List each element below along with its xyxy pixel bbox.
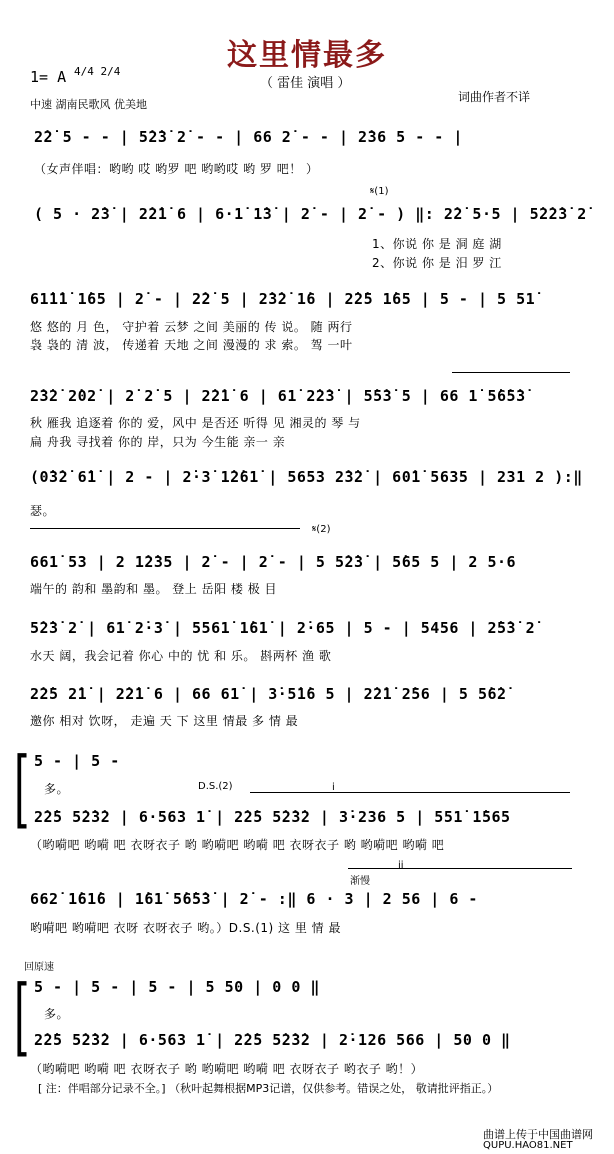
- score-row-6-lyrics: 端午的 韵和 墨韵和 墨。 登上 岳阳 楼 极 目: [30, 582, 278, 596]
- meter: 4/4 2/4: [74, 65, 121, 78]
- score-row-3-notes: 61̇1̇1̇ 1̇65 | 2̇ - | 2̇2̇ 5 | 2̇3̇2̇ 1̇6 | 2̇2̇5 1̇65 | 5 - | 5 51̇: [30, 290, 536, 308]
- score-row-8-notes: 2̇2̇5 2̇1̇ | 2̇2̇1̇ 6 | 66 61̇ | 3̇·5̇1̇6 5 | 2̇2̇1̇ 2̇56 | 5 5̇6̇2̇: [30, 685, 507, 703]
- block-c-top-notes: 5 - | 5 - | 5 - | 5 50 | 0 0 ‖: [34, 978, 320, 996]
- block-b-volta: ii: [398, 860, 404, 871]
- block-a-top-lyrics: 多。: [44, 782, 70, 796]
- block-c-bottom-notes: 2̇2̇5 5̇2̇3̇2 | 6·563 1̇ | 2̇2̇5 5̇2̇3̇2 | 2̇·126 566 | 50 0 ‖: [34, 1031, 511, 1049]
- score-row-4-lyrics-1: 秋 雁我 追逐着 你的 爱，风中 是否还 听得 见 湘灵的 琴 与: [30, 416, 361, 430]
- watermark-line-1: 曲谱上传于中国曲谱网: [483, 1128, 593, 1141]
- singer: （ 雷佳 演唱 ）: [260, 76, 351, 91]
- block-a-ds: D.S.(2): [198, 781, 233, 792]
- score-row-7-lyrics: 水天 阔，我会记着 你心 中的 忧 和 乐。 斟两杯 渔 歌: [30, 649, 332, 663]
- score-row-4-lyrics-2: 扁 舟我 寻找着 你的 岸，只为 今生能 亲一 亲: [30, 435, 286, 449]
- block-a-bottom-notes: 2̇2̇5 5̇2̇3̇2 | 6·563 1̇ | 2̇2̇5 5̇2̇3̇2 | 3̇·236 5 | 551̇ 1̇565: [34, 808, 511, 826]
- credit: 词曲作者不详: [458, 90, 531, 104]
- tempo-style: 中速 湖南民歌风 优美地: [30, 98, 147, 111]
- score-row-3-lyrics-2: 袅 袅的 清 波， 传递着 天地 之间 漫漫的 求 索。 驾 一叶: [30, 338, 353, 352]
- block-c-top-lyrics: 多。: [44, 1007, 70, 1021]
- block-a-volta: i: [332, 782, 335, 793]
- key-signature: 1= A: [30, 68, 67, 86]
- system-brace-2: [: [14, 970, 30, 1067]
- score-row-4-notes: 2̇3̇2̇ 2̇02̇ | 2̇ 2̇ 5 | 2̇2̇1̇ 6 | 61̇ 2̇2̇3̇ | 5̇5̇3̇ 5 | 66 1̇ 5̇6̇5̇3̇: [30, 387, 526, 405]
- score-row-8-lyrics: 邀你 相对 饮呀， 走遍 天 下 这里 情最 多 情 最: [30, 714, 299, 728]
- block-b-slow: 渐慢: [350, 876, 370, 887]
- block-b-lyrics: 哟嗬吧 哟嗬吧 衣呀 衣呀衣子 哟。）D.S.(1) 这 里 情 最: [30, 921, 342, 935]
- block-c-bottom-lyrics: （哟嗬吧 哟嗬 吧 衣呀衣子 哟 哟嗬吧 哟嗬 吧 衣呀衣子 哟衣子 哟！）: [30, 1062, 424, 1076]
- block-b-notes: 662̇ 1̇61̇6 | 1̇61̇ 5̇6̇5̇3̇ | 2̇ - :‖ 6 · 3 | 2 56 | 6 -: [30, 890, 478, 908]
- system-brace: [: [14, 742, 30, 839]
- page-title: 这里情最多: [227, 38, 387, 73]
- score-row-2-lyrics-1: 1、你说 你 是 洞 庭 湖: [372, 237, 502, 251]
- block-c-label: 回原速: [24, 962, 54, 973]
- score-row-1-notes: 2̇2̇ 5 - - | 5̇2̇3̇ 2̇ - - | 66 2̇ - - | 2̇36 5 - - |: [34, 128, 463, 146]
- footer-note: [ 注：伴唱部分记录不全。] （秋叶起舞根据MP3记谱，仅供参考。错误之处， 敬请批评指正。）: [38, 1082, 499, 1095]
- score-row-7-notes: 5̇2̇3̇ 2̇ | 61̇ 2̇·3̇ | 5561̇ 1̇61̇ | 2̇·65 | 5 - | 5456 | 2̇5̇3̇ 2̇: [30, 619, 536, 637]
- segno-1: 𝄋(1): [370, 186, 389, 197]
- score-row-5-lyrics: 瑟。: [30, 504, 56, 518]
- block-a-top-notes: 5 - | 5 -: [34, 752, 120, 770]
- score-row-2-notes: ( 5 · 2̇3̇ | 2̇2̇1̇ 6 | 6·1̇ 1̇3̇ | 2̇ - | 2̇ - ) ‖: 2̇2̇ 5·5 | 5̇2̇2̇3̇ 2̇: [34, 205, 587, 223]
- block-a-bottom-lyrics: （哟嗬吧 哟嗬 吧 衣呀衣子 哟 哟嗬吧 哟嗬 吧 衣呀衣子 哟 哟嗬吧 哟嗬 吧: [30, 838, 445, 852]
- score-row-3-lyrics-1: 悠 悠的 月 色， 守护着 云梦 之间 美丽的 传 说。 随 两行: [30, 320, 353, 334]
- score-row-2-lyrics-2: 2、你说 你 是 汨 罗 江: [372, 256, 502, 270]
- score-row-5-notes: (0̇3̇2̇ 6̇1̇ | 2 - | 2̇·3̇ 1̇2̇61̇ | 5653 2̇3̇2̇ | 60̇1̇ 5635 | 231 2 ):‖: [30, 468, 583, 486]
- score-row-6-notes: 661̇ 53 | 2 1̇2̇35 | 2̇ - | 2̇ - | 5 5̇2̇3̇ | 5̇65 5 | 2 5·6: [30, 553, 517, 571]
- watermark-line-2: QUPU.HAO81.NET: [483, 1140, 573, 1151]
- segno-2: 𝄋(2): [312, 524, 331, 535]
- score-row-1-lyrics: （女声伴唱：哟哟 哎 哟罗 吧 哟哟哎 哟 罗 吧！ ）: [34, 162, 319, 176]
